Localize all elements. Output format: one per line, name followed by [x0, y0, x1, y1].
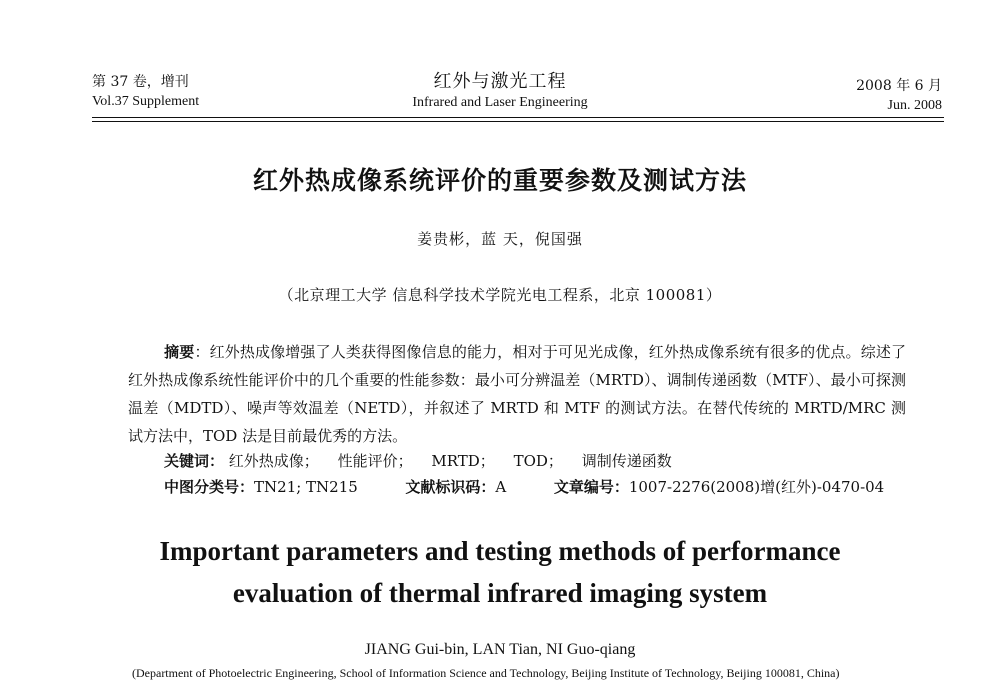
- header-rule-thin: [92, 121, 944, 122]
- header-rule-thick: [92, 117, 944, 118]
- doc-code-value: A: [495, 478, 507, 496]
- journal-name-cn: 红外与激光工程: [433, 71, 567, 92]
- paper-title-cn: 红外热成像系统评价的重要参数及测试方法: [252, 166, 747, 195]
- abstract-cn: [128, 338, 906, 450]
- abstract-label: 摘要: [164, 343, 195, 361]
- doc-code-label: 文献标识码：: [405, 478, 496, 496]
- date-en: Jun. 2008: [887, 98, 942, 113]
- authors-en: JIANG Gui-bin, LAN Tian, NI Guo-qiang: [364, 641, 636, 658]
- keyword-item: 性能评价；: [337, 452, 413, 470]
- authors-cn: 姜贵彬，蓝 天，倪国强: [417, 230, 583, 248]
- keyword-item: 红外热成像；: [228, 452, 319, 470]
- article-number-value: 1007-2276(2008)增(红外)-0470-04: [628, 478, 885, 496]
- journal-name-en: Infrared and Laser Engineering: [412, 95, 588, 110]
- affiliation-cn: （北京理工大学 信息科学技术学院光电工程系，北京 100081）: [278, 286, 722, 304]
- volume-en: Vol.37 Supplement: [92, 94, 200, 109]
- paper-title-en: [0, 530, 1000, 614]
- keyword-item: 调制传递函数: [581, 452, 672, 470]
- keywords-label: 关键词：: [164, 452, 225, 470]
- keywords-line: [164, 450, 672, 472]
- affiliation-en: (Department of Photoelectric Engineering, School of Information Science and Technology, Beijing Institute of Technology, Beijing 100081, China): [132, 666, 840, 680]
- article-number-label: 文章编号：: [553, 478, 629, 496]
- keyword-item: MRTD；: [431, 452, 495, 470]
- title-en-line-2: evaluation of thermal infrared imaging system: [232, 578, 768, 608]
- date-cn: 2008 年 6 月: [856, 78, 942, 94]
- title-en-line-1: Important parameters and testing methods of performance: [159, 536, 841, 566]
- volume-cn: 第 37 卷，增刊: [92, 74, 189, 90]
- clc-value: TN21; TN215: [254, 478, 358, 496]
- keyword-item: TOD；: [513, 452, 563, 470]
- classification-line: [164, 476, 884, 498]
- header-date: [856, 76, 942, 116]
- abstract-text: ：红外热成像增强了人类获得图像信息的能力，相对于可见光成像，红外热成像系统有很多的优点。综述了红外热成像系统性能评价中的几个重要的性能参数：最小可分辨温差（MRTD）、调制传递函数（MTF）、最小可探测温差（MDTD）、噪声等效温差（NETD），并叙述了 MRTD 和 MTF 的测试方法。在替代传统的 MRTD/MRC 测试方法中，TOD 法是目前最优秀的方法。: [128, 343, 906, 445]
- header-journal: [0, 70, 1000, 112]
- clc-label: 中图分类号：: [164, 478, 255, 496]
